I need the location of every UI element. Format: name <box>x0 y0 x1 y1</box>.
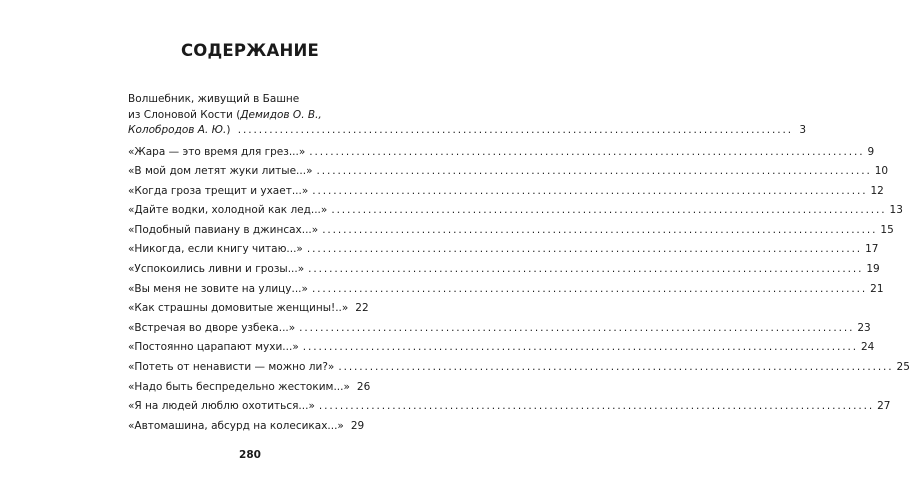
toc-entry-title: «Автомашина, абсурд на колесиках...» <box>128 419 344 432</box>
toc-entry <box>128 223 894 237</box>
toc-entry-first-line3-text <box>128 124 230 136</box>
dot-leader <box>299 322 854 335</box>
toc-entry <box>128 400 891 413</box>
toc-entry-first-authors-2: Колобродов А. Ю. <box>128 124 227 136</box>
toc-entry-title: «Как страшны домовитые женщины!..» <box>128 302 349 315</box>
toc-entry-first-line2 <box>128 108 361 124</box>
toc-entry-page: 13 <box>889 204 903 217</box>
toc-entry-first-suffix: ) <box>226 124 231 136</box>
toc-entry <box>128 419 365 433</box>
toc-entry-page: 21 <box>870 282 884 295</box>
toc-entry <box>128 282 884 296</box>
page-number: 280 <box>239 449 261 461</box>
dot-leader <box>312 185 867 198</box>
toc-entry <box>128 341 875 354</box>
toc-entry <box>128 165 889 178</box>
dot-leader <box>307 243 862 256</box>
dot-leader <box>322 224 877 237</box>
dot-leader <box>308 263 863 276</box>
toc-entry-page: 23 <box>857 321 871 334</box>
table-of-contents <box>128 92 910 439</box>
toc-entry-title: «Постоянно царапают мухи...» <box>128 341 299 354</box>
toc-entry-title: «Вы меня не зовите на улицу...» <box>128 282 308 295</box>
dot-leader <box>331 204 886 217</box>
toc-entry-page: 27 <box>877 400 891 413</box>
toc-entry-title: «Надо быть беспредельно жестоким...» <box>128 380 350 393</box>
toc-entry-first-authors-1: Демидов О. В., <box>240 108 322 121</box>
toc-entry-title: «Я на людей люблю охотиться...» <box>128 400 315 413</box>
dot-leader <box>309 146 864 159</box>
toc-entry <box>128 263 880 276</box>
toc-entry-title: «Никогда, если книгу читаю...» <box>128 243 303 256</box>
toc-entry-title: «Встречая во дворе узбека...» <box>128 321 296 334</box>
toc-entry <box>128 204 903 217</box>
dot-leader <box>238 124 793 136</box>
page-title: СОДЕРЖАНИЕ <box>180 41 320 60</box>
dot-leader <box>338 361 893 374</box>
toc-entry-page: 19 <box>866 263 880 276</box>
toc-entry <box>128 361 910 374</box>
toc-entry-first-line1: Волшебник, живущий в Башне <box>128 93 300 105</box>
toc-entry-first-line3 <box>128 123 807 139</box>
toc-entry-title: «В мой дом летят жуки литые...» <box>128 165 313 178</box>
toc-entry-page: 22 <box>355 302 369 315</box>
toc-entry-first <box>128 92 807 139</box>
toc-entry-title: «Жара — это время для грез...» <box>128 145 306 158</box>
toc-entry <box>128 380 371 394</box>
toc-entry <box>128 243 879 256</box>
toc-entry-title: «Дайте водки, холодной как лед...» <box>128 204 328 217</box>
toc-entry-page: 12 <box>870 184 884 197</box>
toc-entry-title: «Потеть от ненависти — можно ли?» <box>128 361 335 374</box>
toc-entry-title: «Успокоились ливни и грозы...» <box>128 263 305 276</box>
toc-entry-page: 3 <box>799 124 807 136</box>
toc-entry-page: 9 <box>867 145 875 158</box>
toc-entry <box>128 145 875 159</box>
dot-leader <box>312 283 867 296</box>
toc-entry-page: 26 <box>356 380 371 393</box>
toc-entry <box>128 302 369 315</box>
toc-entry-title: «Когда гроза трещит и ухает...» <box>128 184 309 197</box>
toc-entry-first-prefix: из Слоновой Кости ( <box>128 108 241 121</box>
dot-leader <box>303 341 858 354</box>
toc-entry-page: 24 <box>860 341 875 354</box>
toc-entry-page: 29 <box>350 419 365 432</box>
dot-leader <box>319 400 874 413</box>
toc-entry-page: 25 <box>896 361 910 374</box>
toc-entry <box>128 321 871 335</box>
dot-leader <box>317 165 872 178</box>
toc-entry-page: 10 <box>874 165 889 178</box>
toc-entry-title: «Подобный павиану в джинсах...» <box>128 223 319 236</box>
toc-entry-page: 15 <box>880 223 894 236</box>
toc-entry <box>128 184 884 198</box>
toc-entry-page: 17 <box>865 243 879 256</box>
